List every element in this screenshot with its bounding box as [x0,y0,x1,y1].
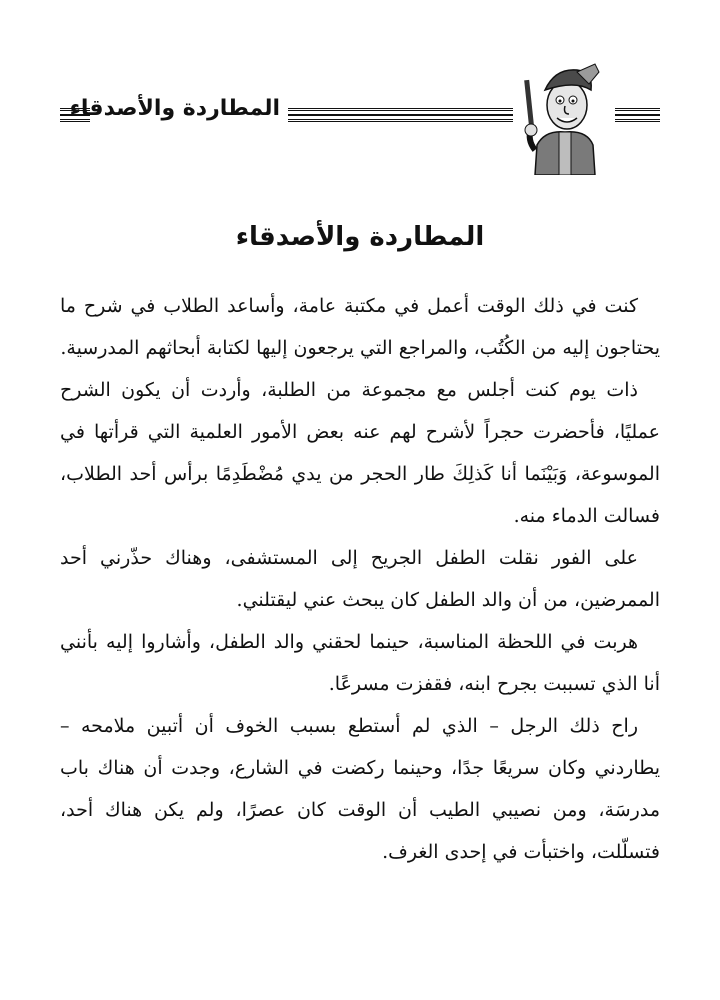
paragraph: كنت في ذلك الوقت أعمل في مكتبة عامة، وأساعد الطلاب في شرح ما يحتاجون إليه من الكُتُب، والمراجع التي يرجعون إليها لكتابة أبحاثهم المدرسية. [60,295,660,359]
article-title: المطاردة والأصدقاء [235,222,485,252]
header-rule-right [615,108,660,122]
paragraph: راح ذلك الرجل – الذي لم أستطع بسبب الخوف أن أتبين ملامحه – يطاردني وكان سريعًا جدًا، وحينما ركضت في الشارع، وجدت أن هناك باب مدرسَة، ومن نصيبي الطيب أن الوقت كان عصرًا، ولم يكن هناك أحد، فتسلّلت، واختبأت في إحدى الغرف. [60,715,660,863]
header-rule-middle [288,108,513,122]
paragraph: ذات يوم كنت أجلس مع مجموعة من الطلبة، وأردت أن يكون الشرح عمليًا، فأحضرت حجراً لأشرح لهم عنه بعض الأمور العلمية التي قرأتها في الموسوعة، وَبَيْنَما أنا كَذلِكَ طار الحجر من يدي مُضْطَدِمًا برأس أحد الطلاب، فسالت الدماء منه. [60,379,660,527]
paragraph: على الفور نقلت الطفل الجريح إلى المستشفى، وهناك حذّرني أحد الممرضين، من أن والد الطفل كان يبحث عني ليقتلني. [60,547,660,611]
mascot-illustration [515,50,615,175]
page-header [0,0,720,190]
paragraph: هربت في اللحظة المناسبة، حينما لحقني والد الطفل، وأشاروا إليه بأنني أنا الذي تسببت بجرح ابنه، فقفزت مسرعًا. [60,631,660,695]
article-body [60,285,660,873]
header-title: المطاردة والأصدقاء [69,96,280,121]
